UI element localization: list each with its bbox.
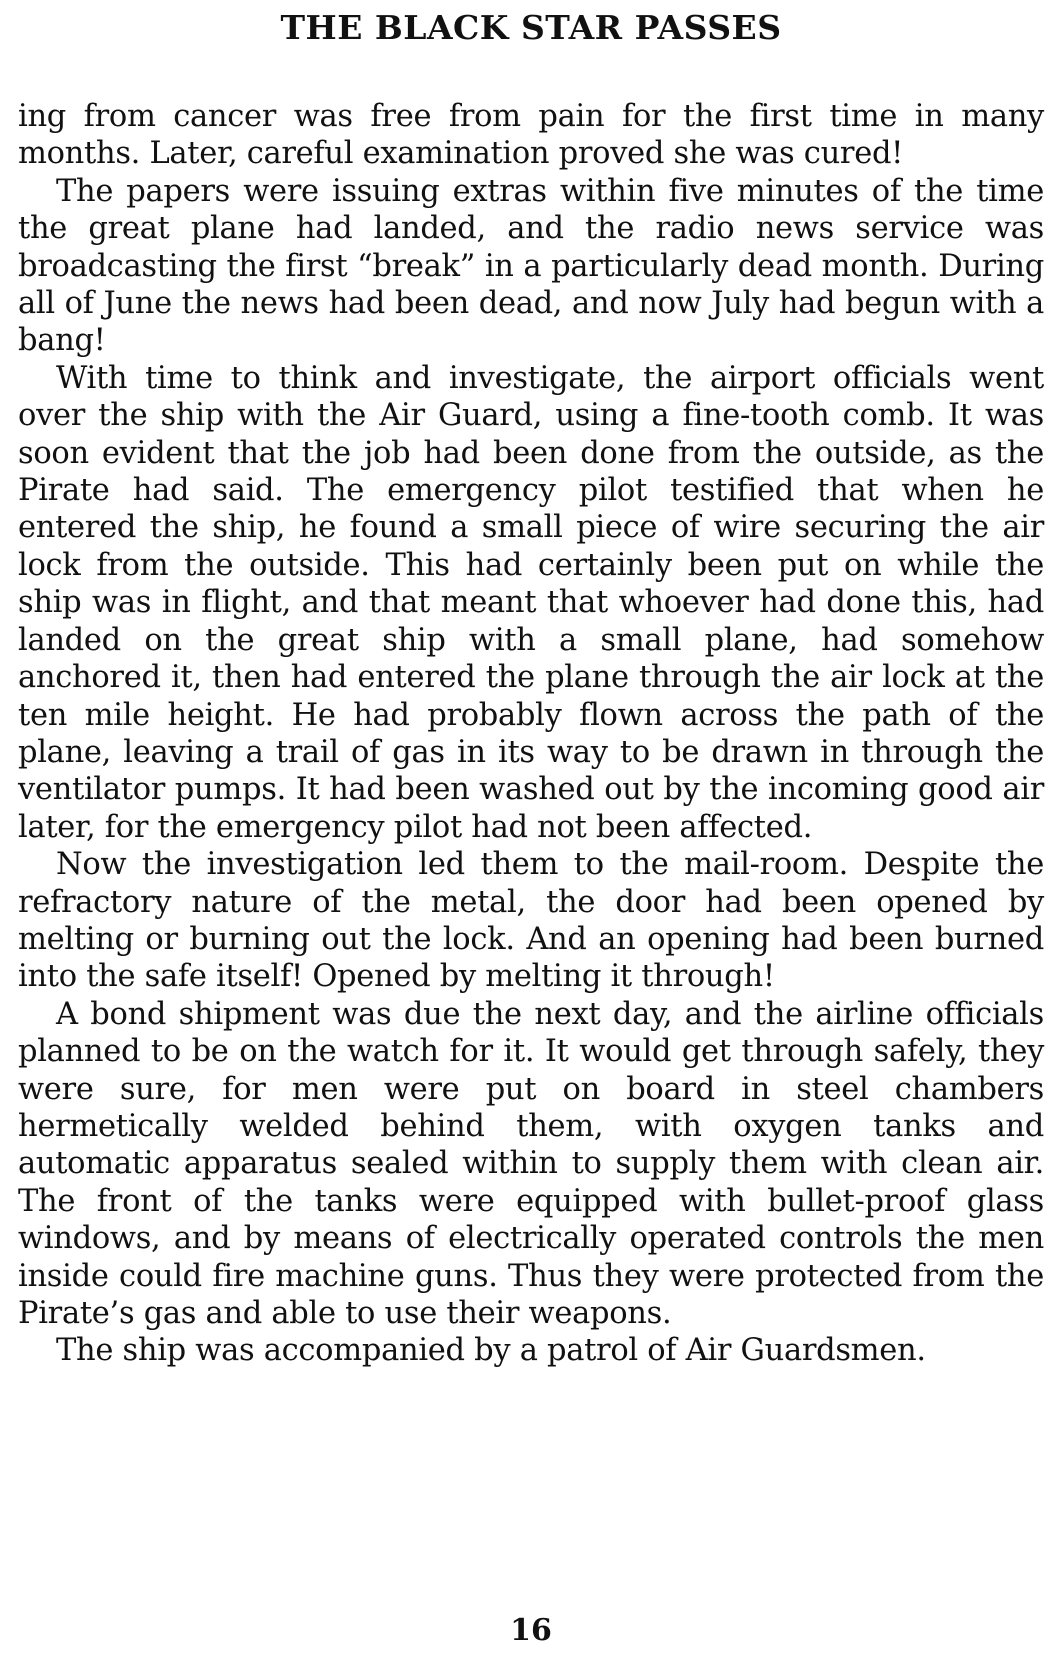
page-number: 16 bbox=[510, 1613, 552, 1648]
paragraph-patrol: The ship was accompanied by a patrol of Air Guardsmen. bbox=[56, 1333, 926, 1369]
body-text bbox=[18, 98, 1044, 1370]
paragraph-continued: ing from cancer was free from pain for the first time in many months. Later, careful examination proved she was cured! bbox=[18, 99, 1044, 172]
running-head: THE BLACK STAR PASSES bbox=[280, 8, 782, 47]
paragraph-bond-shipment: A bond shipment was due the next day, and the airline officials planned to be on the watch for it. It would get through safely, they were sure, for men were put on board in steel chambers hermetically welded behind them, with oxygen tanks and automatic apparatus sealed within to supply them with clean air. The front of the tanks were equipped with bullet-proof glass windows, and by means of electrically operated controls the men inside could fire machine guns. Thus they were protected from the Pirate’s gas and able to use their weapons. bbox=[18, 996, 1044, 1331]
paragraph-investigation: With time to think and investigate, the airport officials went over the ship with the Air Guard, using a fine-tooth comb. It was soon evident that the job had been done from the outside, as the Pirate had said. The emergency pilot testified that when he entered the ship, he found a small piece of wire securing the air lock from the outside. This had certainly been put on while the ship was in flight, and that meant that whoever had done this, had landed on the great ship with a small plane, had somehow anchored it, then had entered the plane through the air lock at the ten mile height. He had probably flown across the path of the plane, leaving a trail of gas in its way to be drawn in through the ventilator pumps. It had been washed out by the incoming good air later, for the emergency pilot had not been affected. bbox=[18, 360, 1044, 845]
paragraph-mail-room: Now the investigation led them to the mail-room. Despite the refractory nature of the metal, the door had been opened by melting or burning out the lock. And an opening had been burned into the safe itself! Opened by melting it through! bbox=[18, 847, 1044, 995]
paragraph-news-extras: The papers were issuing extras within five minutes of the time the great plane had landed, and the radio news service was broadcasting the first “break” in a particularly dead month. During all of June the news had been dead, and now July had begun with a bang! bbox=[18, 173, 1044, 359]
